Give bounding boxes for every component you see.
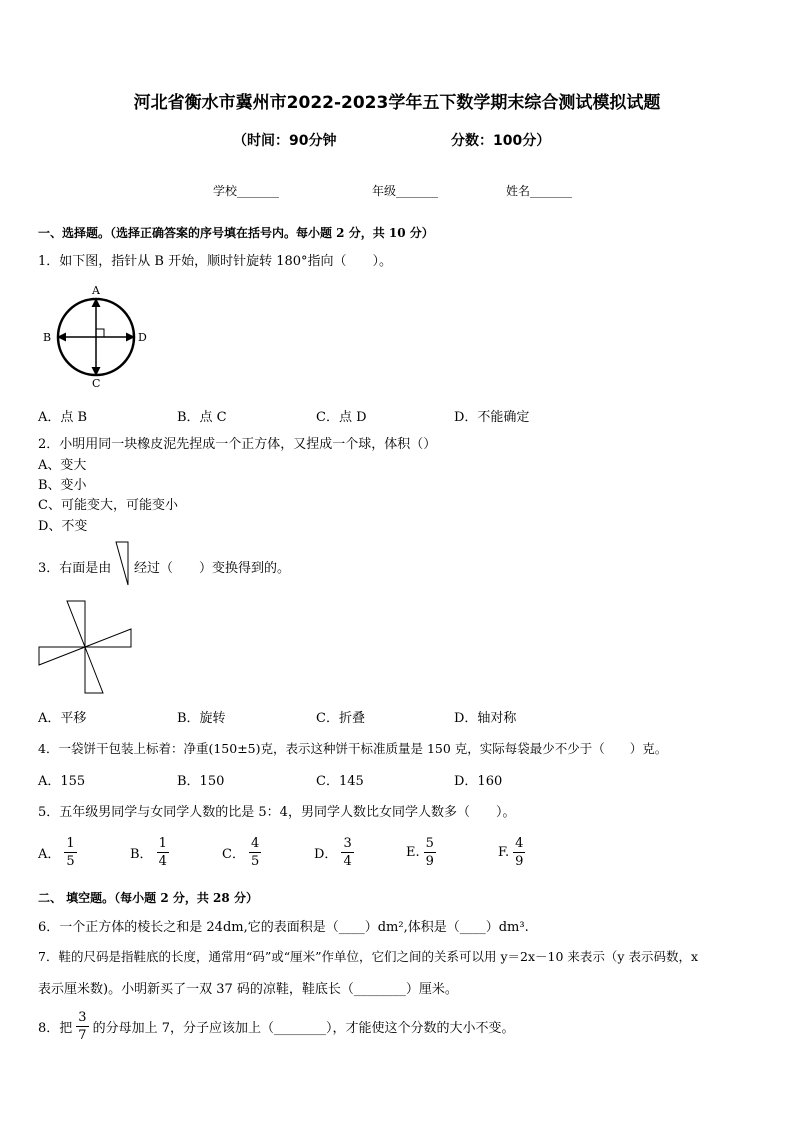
q5-option-f: F. $\frac{4}{9}$ (498, 836, 524, 869)
question-2: 2．小明用同一块橡皮泥先捏成一个正方体，又捏成一个球，体积（） (38, 437, 437, 452)
triangle-figure (114, 540, 132, 588)
grade-field: 年级_______ (372, 184, 439, 198)
q4-option-b: B．150 (177, 774, 225, 789)
question-8: 8．把 $\frac{3}{7}$ 的分母加上 7，分子应该加上（________），才能使这个分数的大小不变。 (38, 1010, 515, 1043)
q5-option-d: D． $\frac{3}{4}$ (314, 836, 352, 869)
question-6: 6．一个正方体的棱长之和是 24dm,它的表面积是（____）dm²,体积是（____）dm³. (38, 920, 529, 935)
q4-option-d: D．160 (454, 774, 503, 789)
label-c: C (92, 377, 101, 390)
q2-option-d: D、不变 (38, 519, 88, 534)
q2-option-c: C、可能变大，可能变小 (38, 498, 178, 513)
compass-figure (38, 282, 156, 390)
name-field: 姓名_______ (506, 184, 573, 198)
rotated-triangles-figure (36, 598, 136, 698)
right-angle-mark (96, 329, 104, 337)
q2-option-b: B、变小 (38, 478, 87, 493)
q4-option-a: A．155 (38, 774, 86, 789)
question-4: 4．一袋饼干包装上标着：净重(150±5)克，表示这种饼干标准质量是 150 克，实际每袋最少不少于（ ）克。 (38, 741, 668, 756)
label-b: B (43, 331, 52, 344)
question-3-start: 3．右面是由 (38, 561, 112, 576)
q1-option-b: B．点 C (177, 410, 227, 425)
question-7-line-2: 表示厘米数)。小明新买了一双 37 码的凉鞋，鞋底长（________）厘米。 (38, 982, 458, 997)
label-a: A (92, 284, 100, 297)
q3-option-d: D．轴对称 (454, 711, 517, 726)
label-d: D (138, 331, 147, 344)
q4-option-c: C．145 (316, 774, 364, 789)
q3-option-c: C．折叠 (316, 711, 365, 726)
question-1: 1．如下图，指针从 B 开始，顺时针旋转 180°指向（ ）。 (38, 254, 393, 269)
q5-option-c: C． $\frac{4}{5}$ (222, 836, 260, 869)
exam-time: （时间：90分钟 (233, 133, 337, 149)
section-1-heading: 一、选择题。（选择正确答案的序号填在括号内。每小题 2 分，共 10 分） (38, 226, 434, 240)
question-5: 5．五年级男同学与女同学人数的比是 5：4，男同学人数比女同学人数多（ ）。 (38, 805, 516, 820)
q1-option-a: A．点 B (38, 410, 88, 425)
exam-score: 分数：100分） (451, 133, 551, 149)
question-7-line-1: 7．鞋的尺码是指鞋底的长度，通常用“码”或“厘米”作单位，它们之间的关系可以用 y＝2x－10 来表示（y 表示码数，x (38, 949, 699, 964)
q3-option-a: A．平移 (38, 711, 87, 726)
q2-option-a: A、变大 (38, 458, 87, 473)
q5-option-b: B． $\frac{1}{4}$ (130, 836, 167, 869)
q1-option-c: C．点 D (316, 410, 367, 425)
school-field: 学校_______ (213, 184, 280, 198)
q3-option-b: B．旋转 (177, 711, 226, 726)
page-title: 河北省衡水市冀州市2022-2023学年五下数学期末综合测试模拟试题 (133, 93, 661, 113)
question-3-end: 经过（ ）变换得到的。 (134, 561, 291, 576)
q1-option-d: D．不能确定 (454, 410, 530, 425)
q5-option-e: E. $\frac{5}{9}$ (406, 836, 434, 869)
q5-option-a: A． $\frac{1}{5}$ (38, 836, 75, 869)
section-2-heading: 二、 填空题。（每小题 2 分，共 28 分） (38, 891, 258, 905)
